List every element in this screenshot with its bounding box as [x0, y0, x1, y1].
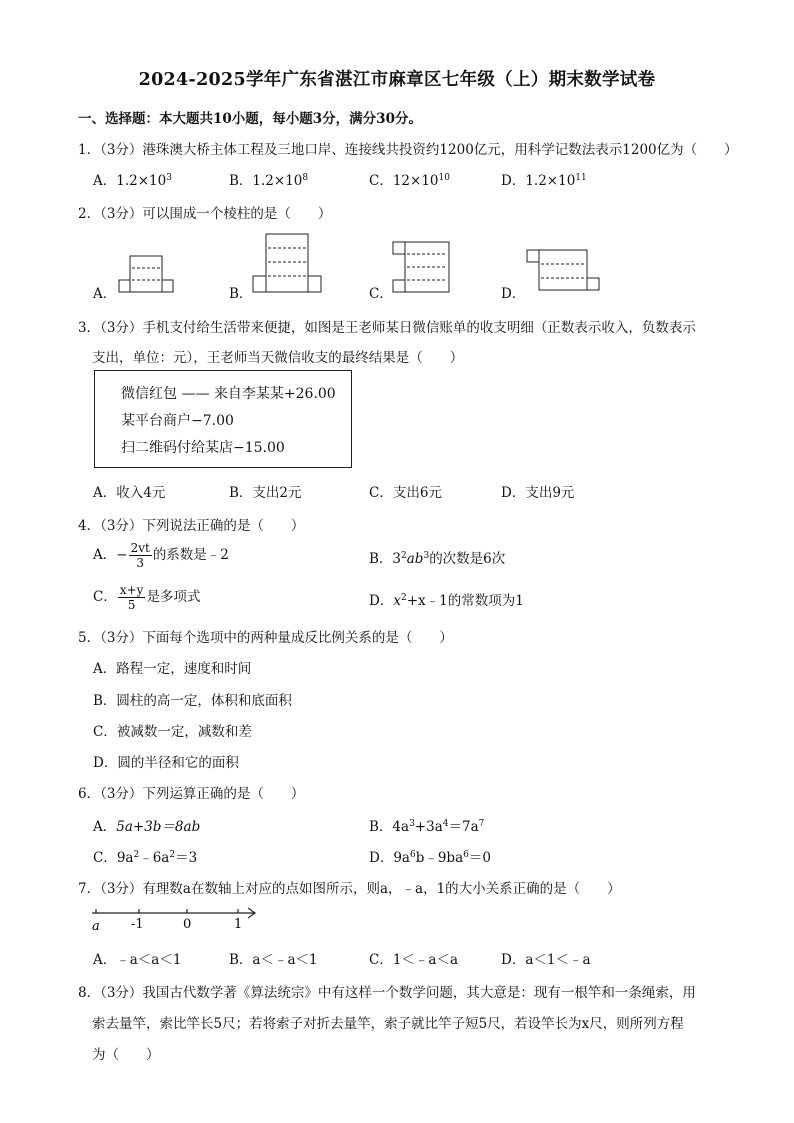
option-b: B．圆柱的高一定，体积和底面积	[93, 693, 292, 709]
net-figure-a	[116, 250, 176, 296]
number-line	[88, 902, 264, 936]
question-3-stem-line1: 3．（3分）手机支付给生活带来便捷，如图是王老师某日微信账单的收支明细（正数表示收入，负数表示	[78, 320, 696, 336]
bill-line-2: 某平台商户−7.00	[121, 413, 234, 429]
question-8-stem-line1: 8．（3分）我国古代数学著《算法统宗》中有这样一个数学问题，其大意是：现有一根竿和一条绳索，用	[78, 985, 696, 1001]
axis-label-one: 1	[234, 917, 243, 932]
option-c: C．$9a^2﹣6a^2=3$	[93, 850, 198, 866]
option-a: A．路程一定，速度和时间	[93, 661, 252, 677]
question-3-stem-line2: 支出，单位：元），王老师当天微信收支的最终结果是（ ）	[92, 350, 464, 366]
option-c: C．1＜﹣a＜a	[369, 952, 459, 968]
option-c: C．支出6元	[369, 485, 442, 501]
option-a: A．5a+3b＝8ab	[93, 819, 201, 835]
bill-line-3: 扫二维码付给某店−15.00	[121, 440, 285, 456]
option-b: B．$4a^3+3a^4=7a^7$	[369, 819, 485, 835]
option-b: B．	[229, 286, 253, 302]
option-d: D．支出9元	[501, 485, 575, 501]
question-8-stem-line2: 索去量竿，索比竿长5尺；若将索子对折去量竿，索子就比竿子短5尺，若设竿长为x尺，则所列方程	[92, 1016, 684, 1032]
option-d: D．圆的半径和它的面积	[93, 755, 239, 771]
bill-line-1: 微信红包 —— 来自李某某+26.00	[121, 386, 336, 402]
option-a: A．$1.2\times 10^3$	[93, 173, 172, 189]
wechat-bill-box	[94, 370, 352, 468]
exam-title: 2024-2025学年广东省湛江市麻章区七年级（上）期末数学试卷	[138, 70, 656, 90]
question-7-stem: 7．（3分）有理数a在数轴上对应的点如图所示，则a，﹣a，1的大小关系正确的是（ ）	[78, 881, 621, 897]
option-c: C．$12\times 10^{10}$	[369, 173, 450, 189]
option-d: D．$1.2\times 10^{11}$	[501, 173, 587, 189]
net-figure-c	[388, 237, 454, 295]
option-b: B．支出2元	[229, 485, 302, 501]
option-d: D．	[501, 286, 526, 302]
question-5-stem: 5．（3分）下面每个选项中的两种量成反比例关系的是（ ）	[78, 630, 453, 646]
option-b: B．a＜﹣a＜1	[229, 952, 318, 968]
question-4-stem: 4．（3分）下列说法正确的是（ ）	[78, 518, 305, 534]
question-2-stem: 2．（3分）可以围成一个棱柱的是（ ）	[78, 206, 332, 222]
option-c: C． $\frac{x+y}{5}$ 是多项式	[93, 583, 201, 612]
option-b: B．$3^2ab^3$的次数是6次	[369, 551, 506, 567]
option-b: B．$1.2\times 10^8$	[229, 173, 309, 189]
option-a: A．	[93, 286, 117, 302]
option-c: C．被减数一定，减数和差	[93, 724, 252, 740]
option-d: D．$x^2+x﹣1$的常数项为1	[369, 593, 524, 609]
option-a: A．收入4元	[93, 485, 166, 501]
question-6-stem: 6．（3分）下列运算正确的是（ ）	[78, 786, 305, 802]
net-figure-b	[250, 231, 326, 295]
section-heading: 一、选择题：本大题共10小题，每小题3分，满分30分。	[78, 111, 422, 127]
question-1-stem: 1．（3分）港珠澳大桥主体工程及三地口岸、连接线共投资约1200亿元，用科学记数法表示1200亿为（ ）	[78, 142, 738, 158]
option-a: A．﹣a＜a＜1	[93, 952, 182, 968]
net-figure-d	[522, 244, 608, 294]
axis-label-minus-one: -1	[131, 917, 144, 932]
option-d: D．a＜1＜﹣a	[501, 952, 591, 968]
option-d: D．$9a^6b﹣9ba^6=0$	[369, 850, 491, 866]
option-a: A．− $\frac{2vt}{3}$ 的系数是﹣2	[93, 541, 229, 570]
option-c: C．	[369, 286, 393, 302]
question-8-stem-line3: 为（ ）	[92, 1047, 160, 1063]
axis-label-zero: 0	[183, 917, 192, 932]
axis-label-a: a	[92, 919, 100, 934]
